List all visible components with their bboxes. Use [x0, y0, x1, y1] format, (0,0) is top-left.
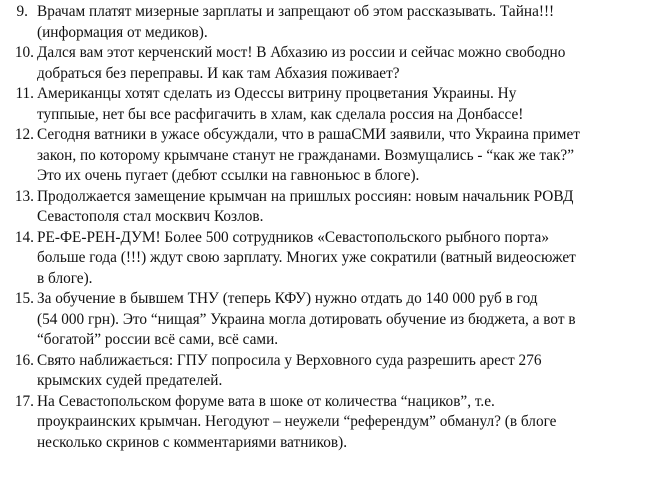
item-text-line: Это их очень пугает (дебют ссылки на гавноньюс в блоге). [37, 167, 420, 184]
item-number: 17. [14, 392, 34, 410]
item-text [34, 228, 661, 290]
item-number: 10. [14, 44, 34, 61]
item-text-line: Севастополя стал москвич Козлов. [37, 208, 264, 225]
item-number: 12. [14, 126, 34, 143]
list-item [0, 228, 661, 290]
item-text [34, 187, 661, 228]
list-item [0, 289, 661, 351]
item-text-line: закон, по которому крымчане станут не гражданами. Возмущались - “как же так?” [37, 146, 575, 164]
item-text-line: добраться без переправы. И как там Абхазия поживает? [37, 64, 400, 82]
item-text-line: крымских судей предателей. [37, 372, 223, 389]
item-text-line: Врачам платят мизерные зарплаты и запрещают об этом рассказывать. Тайна!!! [37, 3, 555, 20]
item-text-line: (54 000 грн). Это “нищая” Украина могла дотировать обучение из бюджета, а вот в [37, 310, 576, 328]
item-text-line: несколько скринов с комментариями ватников). [37, 433, 348, 451]
item-number: 11. [15, 85, 34, 102]
list-item [0, 2, 661, 43]
item-text [34, 392, 661, 454]
item-text-line: больше года (!!!) ждут свою зарплату. Многих уже сократили (ватный видеосюжет [37, 249, 576, 266]
item-text-line: Продолжается замещение крымчан на пришлых россиян: новым начальник РОВД [37, 187, 574, 205]
item-text-line: проукраинских крымчан. Негодуют – неужели “референдум” обманул? (в блоге [37, 413, 557, 430]
item-text-line: Свято наближається: ГПУ попросила у Верховного суда разрешить арест 276 [37, 351, 542, 369]
item-text-line: Дался вам этот керченский мост! В Абхазию из россии и сейчас можно свободно [37, 44, 566, 61]
item-text [34, 84, 661, 125]
item-text-line: Американцы хотят сделать из Одессы витрину процветания Украины. Ну [37, 85, 517, 102]
item-text [34, 125, 661, 187]
list-item [0, 84, 661, 125]
item-text-line: Сегодня ватники в ужасе обсуждали, что в рашаСМИ заявили, что Украина примет [37, 126, 580, 143]
item-number: 14. [14, 228, 34, 246]
item-text [34, 289, 661, 351]
item-text [34, 2, 661, 43]
item-number: 9. [16, 3, 28, 20]
item-text-line: На Севастопольском форуме вата в шоке от количества “нациков”, т.е. [37, 392, 495, 410]
list-item [0, 351, 661, 392]
item-number: 16. [14, 351, 34, 369]
list-item [0, 392, 661, 454]
item-text-line: “богатой” россии всё сами, всё сами. [37, 331, 279, 348]
item-text-line: РЕ-ФЕ-РЕН-ДУМ! Более 500 сотрудников «Севастопольского рыбного порта» [37, 228, 549, 246]
item-number: 15. [14, 290, 34, 307]
list-item [0, 125, 661, 187]
list-item [0, 187, 661, 228]
item-text [34, 43, 661, 84]
item-text-line: За обучение в бывшем ТНУ (теперь КФУ) нужно отдать до 140 000 руб в год [37, 290, 538, 307]
item-number: 13. [14, 187, 34, 205]
item-text-line: (информация от медиков). [37, 23, 208, 41]
list-item [0, 43, 661, 84]
item-text-line: туппыые, нет бы все расфигачить в хлам, как сделала россия на Донбассе! [37, 105, 524, 123]
item-text-line: в блоге). [37, 269, 93, 287]
item-text [34, 351, 661, 392]
